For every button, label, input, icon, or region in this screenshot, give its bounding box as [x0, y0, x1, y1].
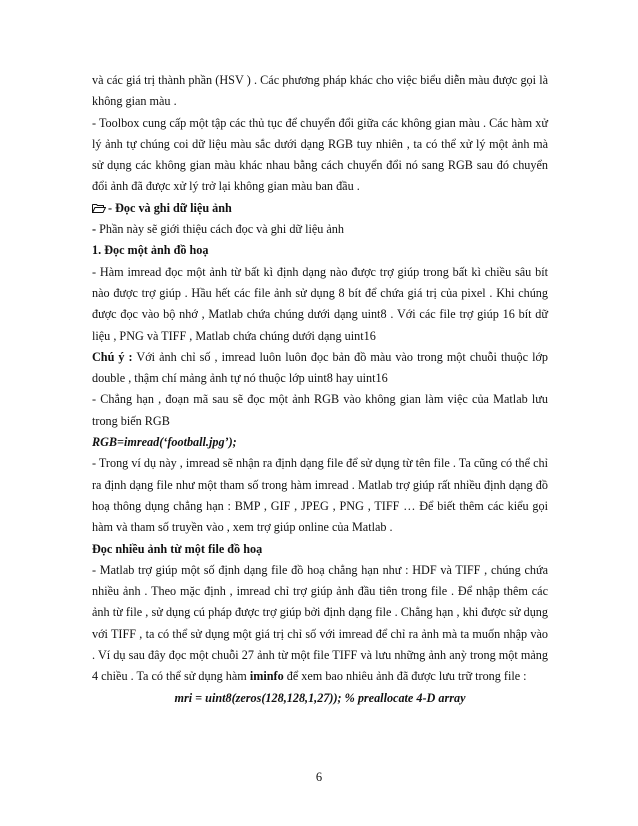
- intro-dash: -: [92, 222, 97, 237]
- paragraph-toolbox: - Toolbox cung cấp một tập các thủ tục để chuyển đổi giữa các không gian màu . Các hàm xử lý ảnh tự chúng coi dữ liệu màu sắc dưới dạng RGB tuy nhiên , ta có thể xử lý một ảnh mà sử dụng các không gian màu khác nhau bằng cách chuyển đổi nó sang RGB sau đó chuyển đổi ảnh đã được xử lý trở lại không gian màu ban đầu .: [92, 115, 548, 194]
- note-text: Với ảnh chỉ số , imread luôn luôn đọc bản đồ màu vào trong một chuỗi thuộc lớp double , thậm chí mảng ảnh tự nó thuộc lớp uint8 hay uint16: [92, 349, 548, 386]
- paragraph-note: [92, 347, 548, 390]
- heading-read-image: 1. Đọc một ảnh đồ hoạ: [92, 243, 209, 258]
- paragraph-example: - Chẳng hạn , đoạn mã sau sẽ đọc một ảnh RGB vào không gian làm việc của Matlab lưu trong biến RGB: [92, 392, 548, 428]
- iminfo-keyword: iminfo: [249, 669, 284, 684]
- folder-open-icon: [92, 199, 106, 209]
- paragraph-multi-image: [92, 560, 548, 688]
- page-number: 6: [315, 770, 323, 784]
- heading-read-multiple: Đọc nhiều ảnh từ một file đồ hoạ: [92, 541, 263, 556]
- section-title: - Đọc và ghi dữ liệu ảnh: [108, 200, 232, 215]
- note-label: Chú ý :: [92, 349, 133, 364]
- section-heading-read-write: [92, 198, 548, 219]
- intro-text: Phần này sẽ giới thiệu cách đọc và ghi dữ liệu ảnh: [96, 222, 344, 237]
- page-body: [92, 70, 548, 709]
- code-rgb-imread: RGB=imread(‘football.jpg’);: [92, 435, 237, 450]
- paragraph-imread: - Hàm imread đọc một ảnh từ bất kì định dạng nào được trợ giúp trong bất kì chiều sâu bít nào được trợ giúp . Hầu hết các file ảnh sử dụng 8 bít để chứa giá trị của pixel . Khi chúng được đọc vào bộ nhớ , Matlab chứa chúng dưới dạng uint8 . Với các file trợ giúp 16 bít dữ liệu , PNG và TIFF , Matlab chứa chúng dưới dạng uint16: [92, 264, 548, 343]
- code-mri-preallocate: mri = uint8(zeros(128,128,1,27)); % preallocate 4-D array: [174, 690, 466, 705]
- paragraph-formats: - Trong ví dụ này , imread sẽ nhận ra định dạng file để sử dụng từ tên file . Ta cũng có thể chỉ ra định dạng file như một tham số trong hàm imread . Matlab trợ giúp rất nhiều định dạng đồ hoạ thông dụng chẳng hạn : BMP , GIF , JPEG , PNG , TIFF … Để biết thêm các kiểu gọi hàm và tham số truyền vào , xem trợ giúp online của Matlab .: [92, 456, 548, 535]
- paragraph-hsv: và các giá trị thành phần (HSV ) . Các phương pháp khác cho việc biểu diễn màu được gọi là không gian màu .: [92, 73, 548, 109]
- multi-text-after: để xem bao nhiêu ảnh đã được lưu trữ trong file :: [283, 669, 527, 684]
- paragraph-intro: [92, 219, 548, 240]
- multi-text-before: - Matlab trợ giúp một số định dạng file đồ hoạ chẳng hạn như : HDF và TIFF , chúng chứa nhiều ảnh . Theo mặc định , imread chỉ trợ giúp ảnh đầu tiên trong file . Để nhập thêm các ảnh từ file , sử dụng cú pháp được trợ giúp bởi định dạng file . Chẳng hạn , khi được sử dụng với TIFF , ta có thể sử dụng một giá trị chỉ số với imread để chỉ ra ảnh mà ta muốn nhập vào . Ví dụ sau đây đọc một chuỗi 27 ảnh từ một file TIFF và lưu những ảnh anỳ trong một mảng 4 chiều . Ta có thể sử dụng hàm: [92, 562, 548, 684]
